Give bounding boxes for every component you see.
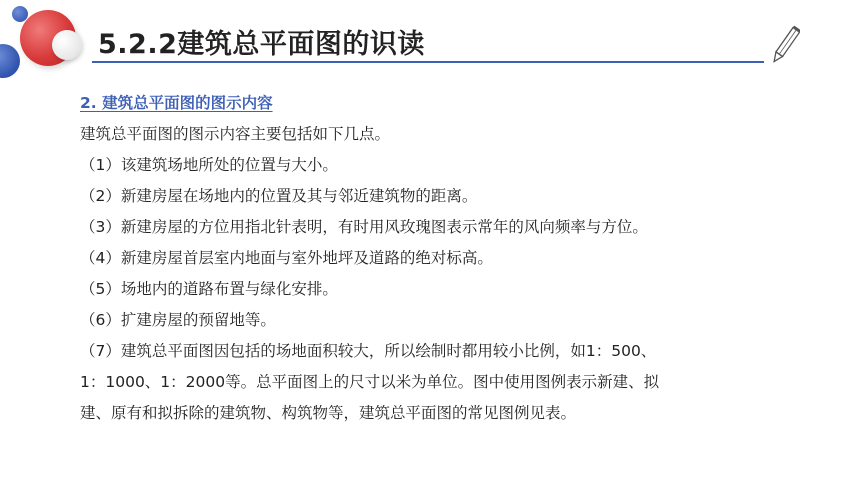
section-subheading: 2. 建筑总平面图的图示内容	[80, 94, 273, 112]
page-title: 5.2.2建筑总平面图的识读	[98, 29, 425, 60]
list-item: （7）建筑总平面图因包括的场地面积较大，所以绘制时都用较小比例，如1：500、	[80, 342, 657, 360]
list-item: （1）该建筑场地所处的位置与大小。	[80, 156, 338, 174]
list-item-continuation: 1：1000、1：2000等。总平面图上的尺寸以米为单位。图中使用图例表示新建、拟	[80, 373, 660, 391]
title-underline	[92, 61, 764, 63]
list-item: （3）新建房屋的方位用指北针表明，有时用风玫瑰图表示常年的风向频率与方位。	[80, 218, 648, 236]
list-item: （5）场地内的道路布置与绿化安排。	[80, 280, 338, 298]
list-item-continuation: 建、原有和拟拆除的建筑物、构筑物等，建筑总平面图的常见图例见表。	[80, 404, 577, 422]
decor-circle-grey	[52, 30, 82, 60]
list-item: （2）新建房屋在场地内的位置及其与邻近建筑物的距离。	[80, 187, 478, 205]
list-item: （6）扩建房屋的预留地等。	[80, 311, 276, 329]
pencil-icon	[770, 24, 800, 68]
content-body	[80, 88, 780, 429]
intro-text: 建筑总平面图的图示内容主要包括如下几点。	[80, 125, 391, 143]
list-item: （4）新建房屋首层室内地面与室外地坪及道路的绝对标高。	[80, 249, 493, 267]
decor-circle-blue-large	[0, 44, 20, 78]
